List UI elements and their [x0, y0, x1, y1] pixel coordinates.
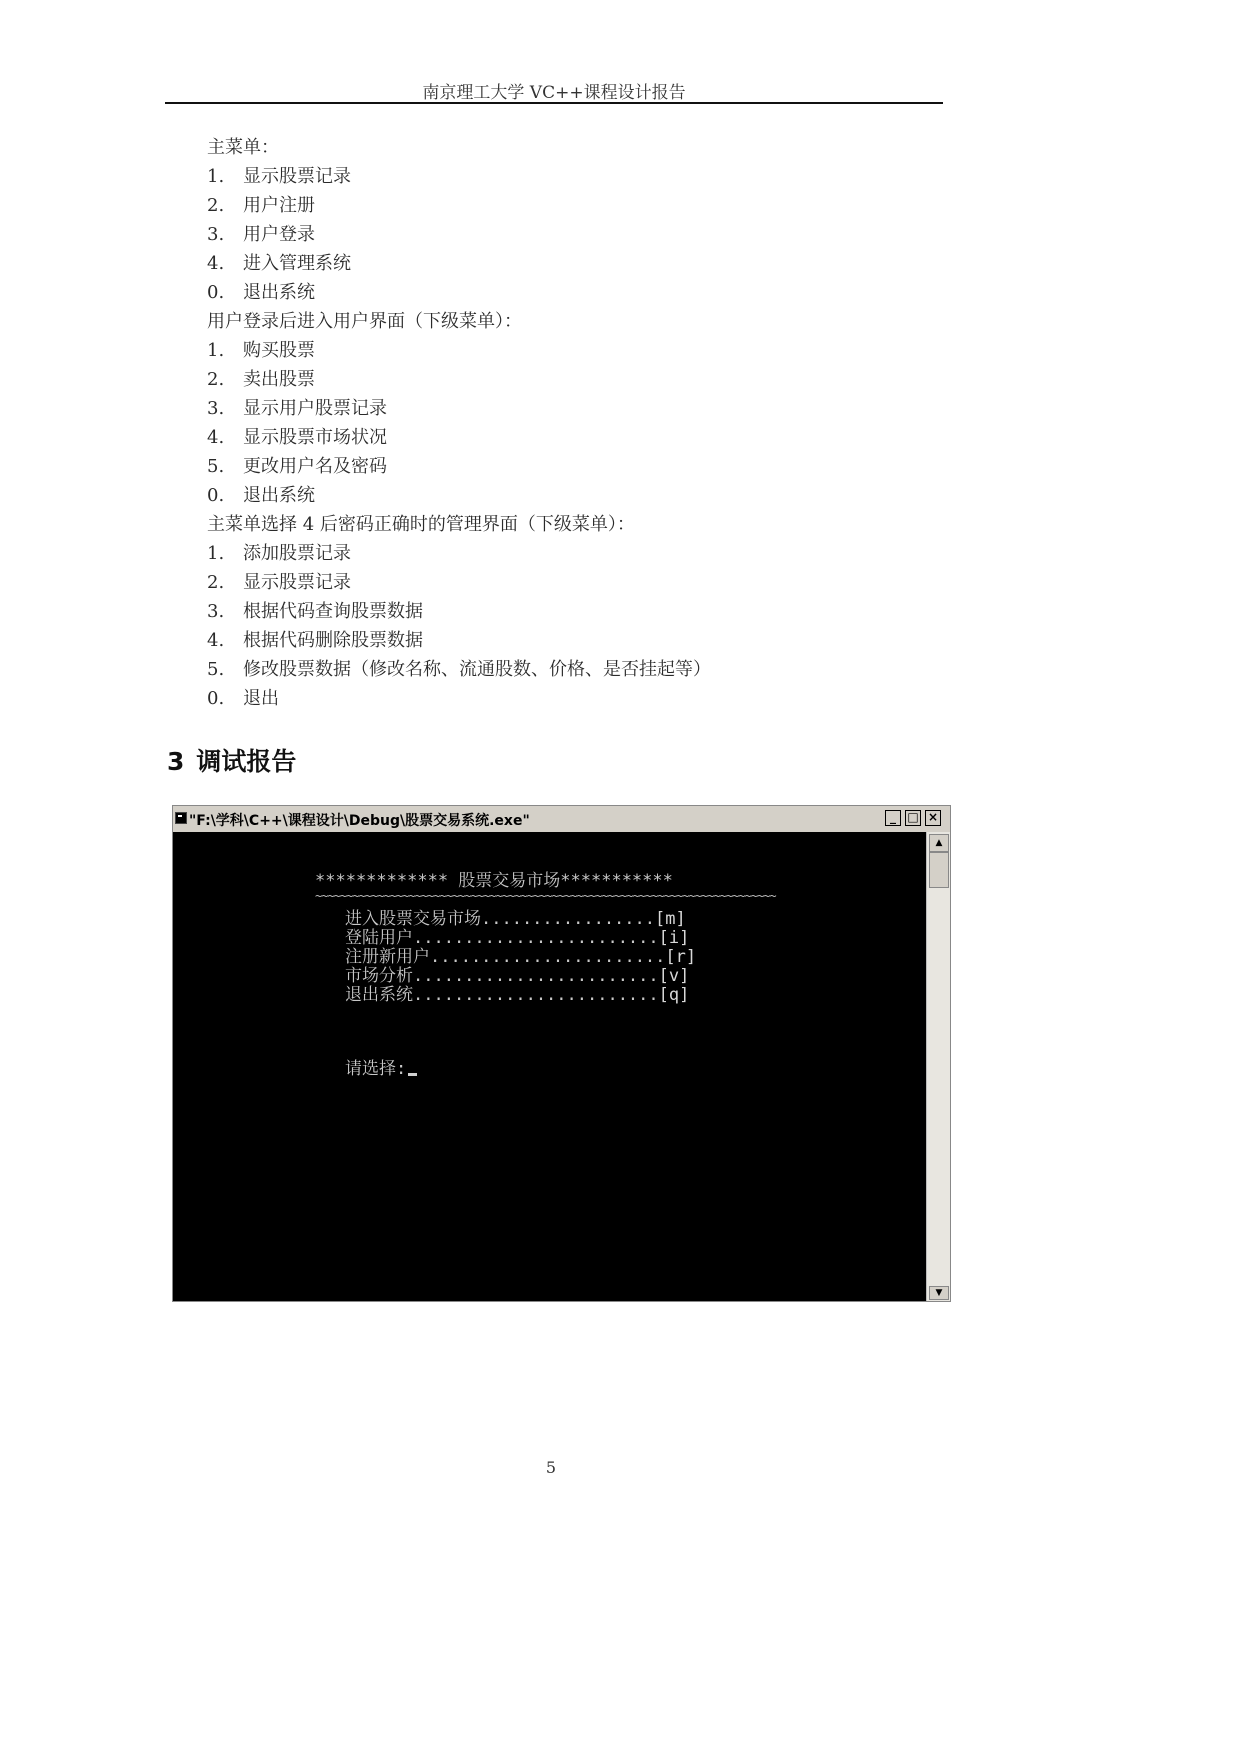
list-item: [207, 427, 387, 449]
item-number: 3.: [207, 224, 225, 245]
minimize-button[interactable]: _: [885, 810, 901, 826]
item-text: 更改用户名及密码: [243, 456, 387, 477]
menu-item-key: [i]: [658, 928, 690, 948]
menu-heading-main: 主菜单：: [207, 137, 279, 158]
scroll-up-icon[interactable]: ▲: [929, 834, 949, 852]
item-text: 购买股票: [243, 340, 315, 361]
item-number: 1.: [207, 543, 225, 564]
item-number: 1.: [207, 340, 225, 361]
item-text: 显示股票市场状况: [243, 427, 387, 448]
console-banner: ************* 股票交易市场***********: [315, 871, 673, 891]
item-number: 2.: [207, 572, 225, 593]
list-item: [207, 195, 315, 217]
item-text: 退出系统: [243, 282, 315, 303]
prompt-label: 请选择:: [345, 1059, 407, 1079]
list-item: [207, 601, 423, 623]
list-item: [207, 166, 351, 188]
item-number: 3.: [207, 601, 225, 622]
menu-item-key: [r]: [665, 947, 697, 967]
section-title: 调试报告: [196, 747, 297, 776]
item-number: 5.: [207, 456, 225, 477]
menu-heading-user: 用户登录后进入用户界面（下级菜单）：: [207, 311, 522, 332]
item-number: 0.: [207, 282, 225, 303]
console-separator: ~~~~~~~~~~~~~~~~~~~~~~~~~~~~~~~~~~~~~~~~~~~~~~~~~~~~~~~~~~~~~~~~~~~~~~~~~~: [315, 889, 776, 903]
list-item: [207, 485, 315, 507]
list-item: [207, 688, 279, 710]
console-menu-item: [345, 910, 686, 929]
console-output[interactable]: [173, 832, 926, 1301]
menu-item-label: 市场分析: [345, 966, 413, 986]
scroll-down-icon[interactable]: ▼: [929, 1286, 949, 1300]
menu-item-label: 进入股票交易市场: [345, 909, 481, 929]
menu-item-label: 退出系统: [345, 985, 413, 1005]
item-text: 用户注册: [243, 195, 315, 216]
item-number: 4.: [207, 427, 225, 448]
section-heading: [167, 742, 296, 778]
list-item: [207, 398, 387, 420]
item-number: 2.: [207, 369, 225, 390]
scroll-thumb[interactable]: [929, 852, 949, 888]
window-titlebar[interactable]: [173, 806, 950, 832]
menu-item-dots: ........................: [413, 966, 659, 986]
item-number: 4.: [207, 253, 225, 274]
menu-item-dots: .......................: [430, 947, 666, 967]
console-app-icon[interactable]: [175, 812, 187, 824]
item-number: 4.: [207, 630, 225, 651]
console-window: [172, 805, 951, 1302]
window-title: "F:\学科\C++\课程设计\Debug\股票交易系统.exe": [189, 813, 530, 829]
page-number: 5: [545, 1458, 557, 1477]
item-number: 0.: [207, 485, 225, 506]
page-header-title: 南京理工大学 VC++课程设计报告: [422, 83, 686, 103]
item-number: 0.: [207, 688, 225, 709]
maximize-button[interactable]: □: [905, 810, 921, 826]
item-text: 根据代码删除股票数据: [243, 630, 423, 651]
list-item: [207, 253, 351, 275]
console-menu-item: [345, 929, 689, 948]
item-text: 添加股票记录: [243, 543, 351, 564]
item-text: 根据代码查询股票数据: [243, 601, 423, 622]
console-prompt[interactable]: [345, 1060, 417, 1079]
vertical-scrollbar[interactable]: [926, 832, 950, 1301]
menu-item-key: [q]: [658, 985, 690, 1005]
item-text: 修改股票数据（修改名称、流通股数、价格、是否挂起等）: [243, 659, 711, 680]
list-item: [207, 224, 315, 246]
item-number: 1.: [207, 166, 225, 187]
console-menu-item: [345, 948, 696, 967]
close-button[interactable]: ×: [925, 810, 941, 826]
menu-item-dots: .................: [481, 909, 655, 929]
item-number: 2.: [207, 195, 225, 216]
list-item: [207, 282, 315, 304]
menu-item-label: 登陆用户: [345, 928, 413, 948]
menu-heading-admin: 主菜单选择 4 后密码正确时的管理界面（下级菜单）：: [207, 514, 635, 535]
menu-item-dots: ........................: [413, 928, 659, 948]
list-item: [207, 340, 315, 362]
text-cursor: [408, 1073, 417, 1076]
list-item: [207, 456, 387, 478]
menu-item-dots: ........................: [413, 985, 659, 1005]
menu-item-label: 注册新用户: [345, 947, 430, 967]
list-item: [207, 572, 351, 594]
item-text: 退出: [243, 688, 279, 709]
item-text: 退出系统: [243, 485, 315, 506]
list-item: [207, 543, 351, 565]
menu-item-key: [m]: [655, 909, 686, 929]
item-text: 卖出股票: [243, 369, 315, 390]
header-rule: [165, 102, 943, 104]
item-text: 用户登录: [243, 224, 315, 245]
list-item: [207, 630, 423, 652]
item-number: 5.: [207, 659, 225, 680]
item-text: 显示用户股票记录: [243, 398, 387, 419]
console-menu-item: [345, 967, 689, 986]
list-item: [207, 369, 315, 391]
item-text: 进入管理系统: [243, 253, 351, 274]
item-text: 显示股票记录: [243, 572, 351, 593]
console-menu-item: [345, 986, 689, 1005]
item-text: 显示股票记录: [243, 166, 351, 187]
menu-item-key: [v]: [658, 966, 690, 986]
item-number: 3.: [207, 398, 225, 419]
section-number: 3: [167, 747, 185, 776]
list-item: [207, 659, 711, 681]
